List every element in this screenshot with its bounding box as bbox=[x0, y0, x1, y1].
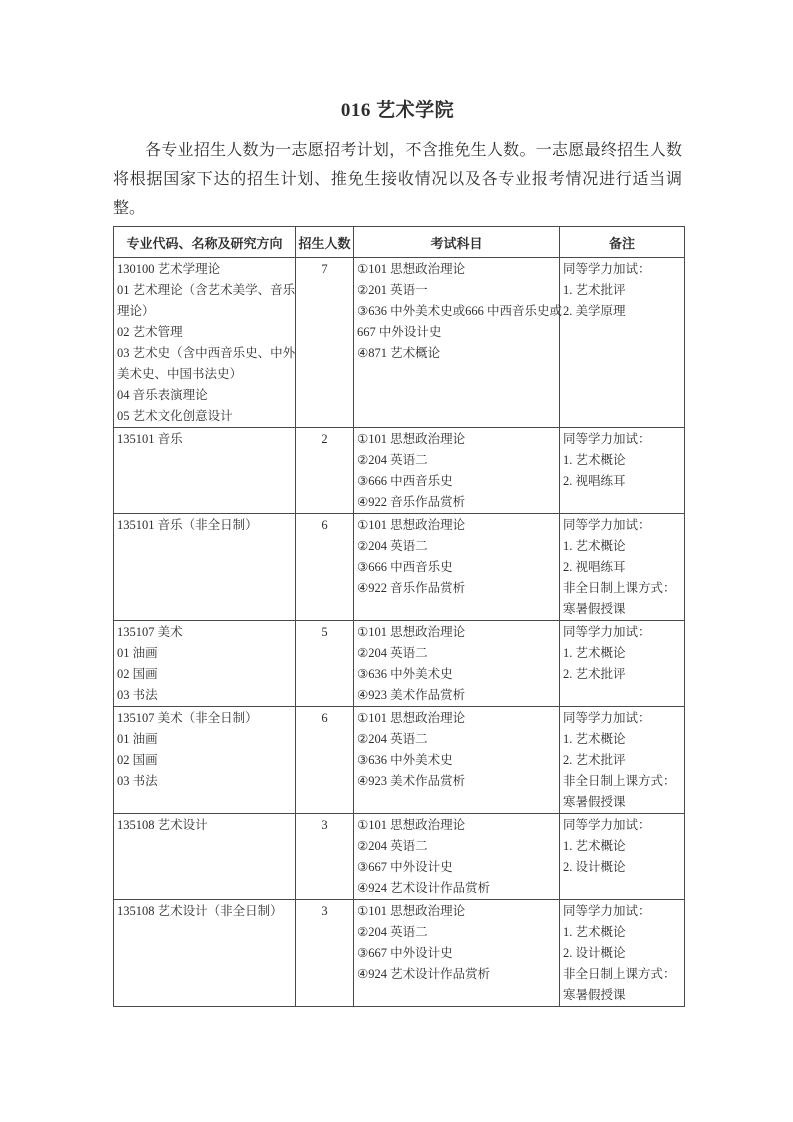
program-cell bbox=[114, 258, 296, 428]
subject-line: ④924 艺术设计作品赏析 bbox=[357, 881, 491, 895]
subject-line: ④923 美术作品赏析 bbox=[357, 774, 466, 788]
remark-line: 2. 视唱练耳 bbox=[563, 474, 626, 488]
table-body bbox=[114, 258, 685, 1007]
remark-line: 2. 美学原理 bbox=[563, 304, 626, 318]
subject-line: ②204 英语二 bbox=[357, 453, 428, 467]
program-line: 01 艺术理论（含艺术美学、音乐 bbox=[117, 283, 296, 297]
remark-line: 非全日制上课方式： bbox=[563, 967, 676, 981]
remarks-cell bbox=[560, 814, 685, 900]
program-line: 05 艺术文化创意设计 bbox=[117, 409, 233, 423]
remark-line: 寒暑假授课 bbox=[563, 988, 626, 1002]
program-line: 理论） bbox=[117, 304, 155, 318]
remark-line: 1. 艺术批评 bbox=[563, 283, 626, 297]
program-line: 135101 音乐（非全日制） bbox=[117, 518, 258, 532]
col-header-enrollment: 招生人数 bbox=[296, 227, 354, 258]
remarks-cell bbox=[560, 514, 685, 621]
subject-line: ③636 中外美术史或666 中西音乐史或 bbox=[357, 304, 562, 318]
program-line: 03 书法 bbox=[117, 688, 158, 702]
remarks-cell bbox=[560, 258, 685, 428]
col-header-remarks: 备注 bbox=[560, 227, 685, 258]
program-cell bbox=[114, 900, 296, 1007]
program-line: 02 国画 bbox=[117, 667, 158, 681]
remark-line: 1. 艺术概论 bbox=[563, 839, 626, 853]
col-header-program: 专业代码、名称及研究方向 bbox=[114, 227, 296, 258]
table-head bbox=[114, 227, 685, 258]
subject-line: ③667 中外设计史 bbox=[357, 946, 453, 960]
remark-line: 寒暑假授课 bbox=[563, 602, 626, 616]
table-row bbox=[114, 428, 685, 514]
subjects-cell bbox=[354, 900, 560, 1007]
remarks-cell bbox=[560, 900, 685, 1007]
program-line: 01 油画 bbox=[117, 646, 158, 660]
enrollment-cell bbox=[296, 621, 354, 707]
program-cell bbox=[114, 514, 296, 621]
subject-line: ②204 英语二 bbox=[357, 539, 428, 553]
program-line: 04 音乐表演理论 bbox=[117, 388, 208, 402]
enrollment-cell bbox=[296, 707, 354, 814]
subject-line: ②204 英语二 bbox=[357, 732, 428, 746]
enrollment-count: 7 bbox=[321, 262, 328, 276]
program-line: 135107 美术 bbox=[117, 625, 183, 639]
remark-line: 1. 艺术概论 bbox=[563, 925, 626, 939]
enrollment-cell bbox=[296, 258, 354, 428]
subject-line: ②201 英语一 bbox=[357, 283, 428, 297]
subject-line: ①101 思想政治理论 bbox=[357, 432, 466, 446]
remark-line: 寒暑假授课 bbox=[563, 795, 626, 809]
subjects-cell bbox=[354, 621, 560, 707]
program-cell bbox=[114, 428, 296, 514]
remark-line: 同等学力加试： bbox=[563, 904, 651, 918]
enrollment-cell bbox=[296, 900, 354, 1007]
subject-line: ③666 中西音乐史 bbox=[357, 560, 453, 574]
remark-line: 同等学力加试： bbox=[563, 625, 651, 639]
subject-line: ①101 思想政治理论 bbox=[357, 818, 466, 832]
remark-line: 2. 设计概论 bbox=[563, 860, 626, 874]
program-cell bbox=[114, 621, 296, 707]
subject-line: ③636 中外美术史 bbox=[357, 667, 453, 681]
program-line: 03 书法 bbox=[117, 774, 158, 788]
remark-line: 同等学力加试： bbox=[563, 818, 651, 832]
program-line: 美术史、中国书法史） bbox=[117, 367, 243, 381]
subjects-cell bbox=[354, 428, 560, 514]
table-row bbox=[114, 707, 685, 814]
program-line: 03 艺术史（含中西音乐史、中外 bbox=[117, 346, 296, 360]
table-row bbox=[114, 258, 685, 428]
subject-line: ④922 音乐作品赏析 bbox=[357, 581, 466, 595]
subject-line: ④871 艺术概论 bbox=[357, 346, 441, 360]
enrollment-count: 2 bbox=[321, 432, 328, 446]
subject-line: ②204 英语二 bbox=[357, 925, 428, 939]
program-cell bbox=[114, 814, 296, 900]
program-line: 135108 艺术设计（非全日制） bbox=[117, 904, 283, 918]
subject-line: ④922 音乐作品赏析 bbox=[357, 495, 466, 509]
subjects-cell bbox=[354, 258, 560, 428]
program-line: 01 油画 bbox=[117, 732, 158, 746]
remark-line: 1. 艺术概论 bbox=[563, 453, 626, 467]
remarks-cell bbox=[560, 621, 685, 707]
enrollment-count: 6 bbox=[321, 518, 328, 532]
subject-line: ③636 中外美术史 bbox=[357, 753, 453, 767]
subject-line: ④923 美术作品赏析 bbox=[357, 688, 466, 702]
subject-line: ②204 英语二 bbox=[357, 839, 428, 853]
enrollment-cell bbox=[296, 428, 354, 514]
remark-line: 非全日制上课方式： bbox=[563, 581, 676, 595]
subject-line: ④924 艺术设计作品赏析 bbox=[357, 967, 491, 981]
remark-line: 1. 艺术概论 bbox=[563, 646, 626, 660]
table-row bbox=[114, 814, 685, 900]
program-line: 135101 音乐 bbox=[117, 432, 183, 446]
enrollment-count: 3 bbox=[321, 818, 328, 832]
remark-line: 2. 艺术批评 bbox=[563, 667, 626, 681]
subject-line: ①101 思想政治理论 bbox=[357, 262, 466, 276]
program-cell bbox=[114, 707, 296, 814]
page-title: 016 艺术学院 bbox=[340, 100, 455, 121]
remark-line: 1. 艺术概论 bbox=[563, 539, 626, 553]
header-row bbox=[114, 227, 685, 258]
admissions-table bbox=[113, 226, 685, 1007]
program-line: 02 艺术管理 bbox=[117, 325, 183, 339]
remark-line: 2. 设计概论 bbox=[563, 946, 626, 960]
remark-line: 2. 视唱练耳 bbox=[563, 560, 626, 574]
subject-line: ①101 思想政治理论 bbox=[357, 904, 466, 918]
intro-paragraph: 各专业招生人数为一志愿招考计划，不含推免生人数。一志愿最终招生人数将根据国家下达的招生计划、推免生接收情况以及各专业报考情况进行适当调整。 bbox=[113, 142, 682, 217]
subject-line: ①101 思想政治理论 bbox=[357, 625, 466, 639]
subject-line: ③667 中外设计史 bbox=[357, 860, 453, 874]
subject-line: ①101 思想政治理论 bbox=[357, 711, 466, 725]
remarks-cell bbox=[560, 707, 685, 814]
subjects-cell bbox=[354, 707, 560, 814]
table-row bbox=[114, 621, 685, 707]
program-line: 130100 艺术学理论 bbox=[117, 262, 221, 276]
enrollment-cell bbox=[296, 814, 354, 900]
remark-line: 2. 艺术批评 bbox=[563, 753, 626, 767]
remark-line: 同等学力加试： bbox=[563, 262, 651, 276]
enrollment-count: 3 bbox=[321, 904, 328, 918]
table-row bbox=[114, 514, 685, 621]
remark-line: 同等学力加试： bbox=[563, 518, 651, 532]
enrollment-cell bbox=[296, 514, 354, 621]
table-row bbox=[114, 900, 685, 1007]
subject-line: ①101 思想政治理论 bbox=[357, 518, 466, 532]
remark-line: 同等学力加试： bbox=[563, 432, 651, 446]
remark-line: 同等学力加试： bbox=[563, 711, 651, 725]
program-line: 135107 美术（非全日制） bbox=[117, 711, 258, 725]
subject-line: ②204 英语二 bbox=[357, 646, 428, 660]
remark-line: 1. 艺术概论 bbox=[563, 732, 626, 746]
col-header-subjects: 考试科目 bbox=[354, 227, 560, 258]
remarks-cell bbox=[560, 428, 685, 514]
subject-line: ③666 中西音乐史 bbox=[357, 474, 453, 488]
remark-line: 非全日制上课方式： bbox=[563, 774, 676, 788]
subjects-cell bbox=[354, 514, 560, 621]
enrollment-count: 6 bbox=[321, 711, 328, 725]
program-line: 02 国画 bbox=[117, 753, 158, 767]
program-line: 135108 艺术设计 bbox=[117, 818, 208, 832]
subjects-cell bbox=[354, 814, 560, 900]
subject-line: 667 中外设计史 bbox=[357, 325, 442, 339]
enrollment-count: 5 bbox=[321, 625, 328, 639]
